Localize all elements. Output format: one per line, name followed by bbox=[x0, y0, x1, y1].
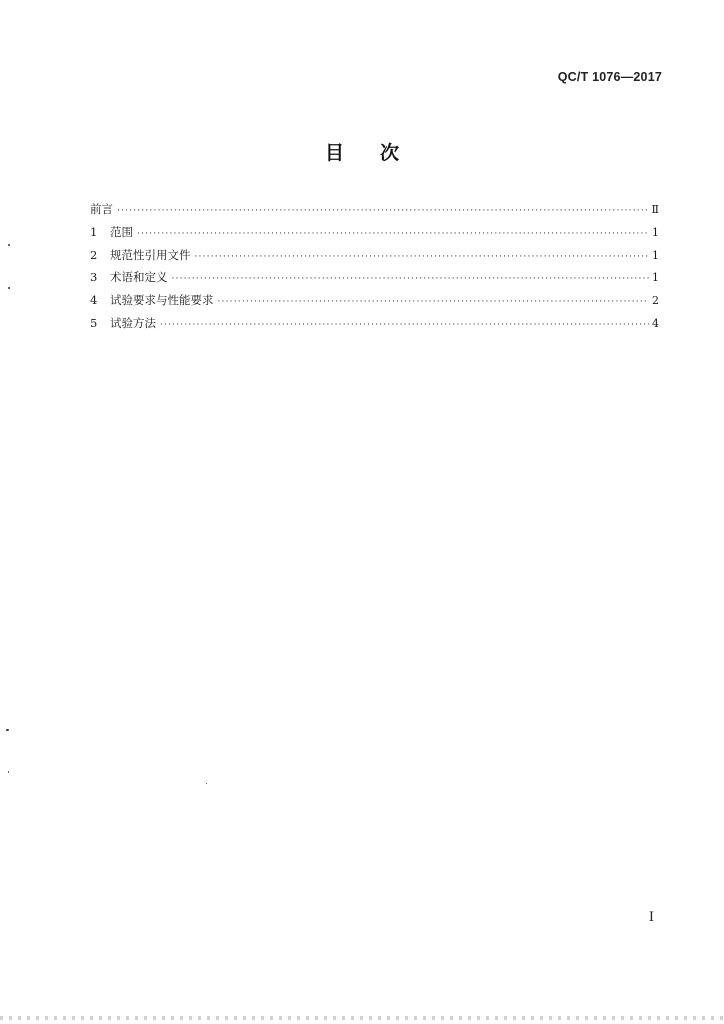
page-number: Ⅰ bbox=[648, 910, 654, 925]
toc-entry-label: 试验要求与性能要求 bbox=[110, 293, 214, 308]
toc-title-char: 目 bbox=[324, 142, 344, 164]
toc-entry-page: 1 bbox=[652, 271, 659, 285]
toc-entry-label: 术语和定义 bbox=[110, 270, 168, 285]
scan-speck bbox=[8, 287, 10, 289]
toc-entry-page: Ⅱ bbox=[651, 203, 659, 216]
toc-leader bbox=[218, 291, 650, 314]
toc-entry-number: 5 bbox=[90, 315, 98, 330]
toc-entry-terms-definitions[interactable] bbox=[90, 266, 659, 289]
toc-entry-number: 3 bbox=[90, 270, 98, 285]
toc-entry-test-methods[interactable] bbox=[90, 312, 659, 335]
toc-leader bbox=[172, 268, 650, 291]
standard-number: QC/T 1076—2017 bbox=[557, 70, 662, 84]
toc-entry-test-performance-requirements[interactable] bbox=[90, 289, 659, 312]
toc-leader bbox=[195, 246, 650, 269]
toc-entry-label: 试验方法 bbox=[110, 315, 156, 330]
toc-entry-label: 范围 bbox=[110, 224, 133, 239]
scan-speck bbox=[8, 244, 10, 246]
toc-entry-scope[interactable] bbox=[90, 221, 659, 244]
toc-entry-page: 4 bbox=[652, 316, 659, 330]
toc-entry-number: 2 bbox=[90, 247, 98, 262]
toc-entry-page: 1 bbox=[652, 248, 659, 262]
toc-list bbox=[90, 198, 659, 335]
toc-title-char: 次 bbox=[380, 142, 400, 164]
toc-title bbox=[0, 138, 724, 165]
toc-leader bbox=[160, 314, 649, 337]
toc-entry-label: 规范性引用文件 bbox=[110, 247, 191, 262]
toc-entry-foreword[interactable] bbox=[90, 198, 659, 221]
toc-entry-label: 前言 bbox=[90, 202, 113, 216]
toc-entry-number: 4 bbox=[90, 293, 98, 308]
scan-edge-artifact bbox=[0, 1016, 724, 1020]
toc-entry-page: 2 bbox=[652, 294, 659, 308]
toc-entry-number: 1 bbox=[90, 224, 98, 239]
scan-speck bbox=[206, 783, 207, 784]
scan-speck bbox=[8, 771, 9, 773]
toc-leader bbox=[137, 223, 649, 246]
toc-entry-normative-references[interactable] bbox=[90, 244, 659, 267]
scan-speck bbox=[6, 729, 9, 731]
toc-entry-page: 1 bbox=[652, 225, 659, 239]
toc-leader bbox=[117, 200, 649, 223]
